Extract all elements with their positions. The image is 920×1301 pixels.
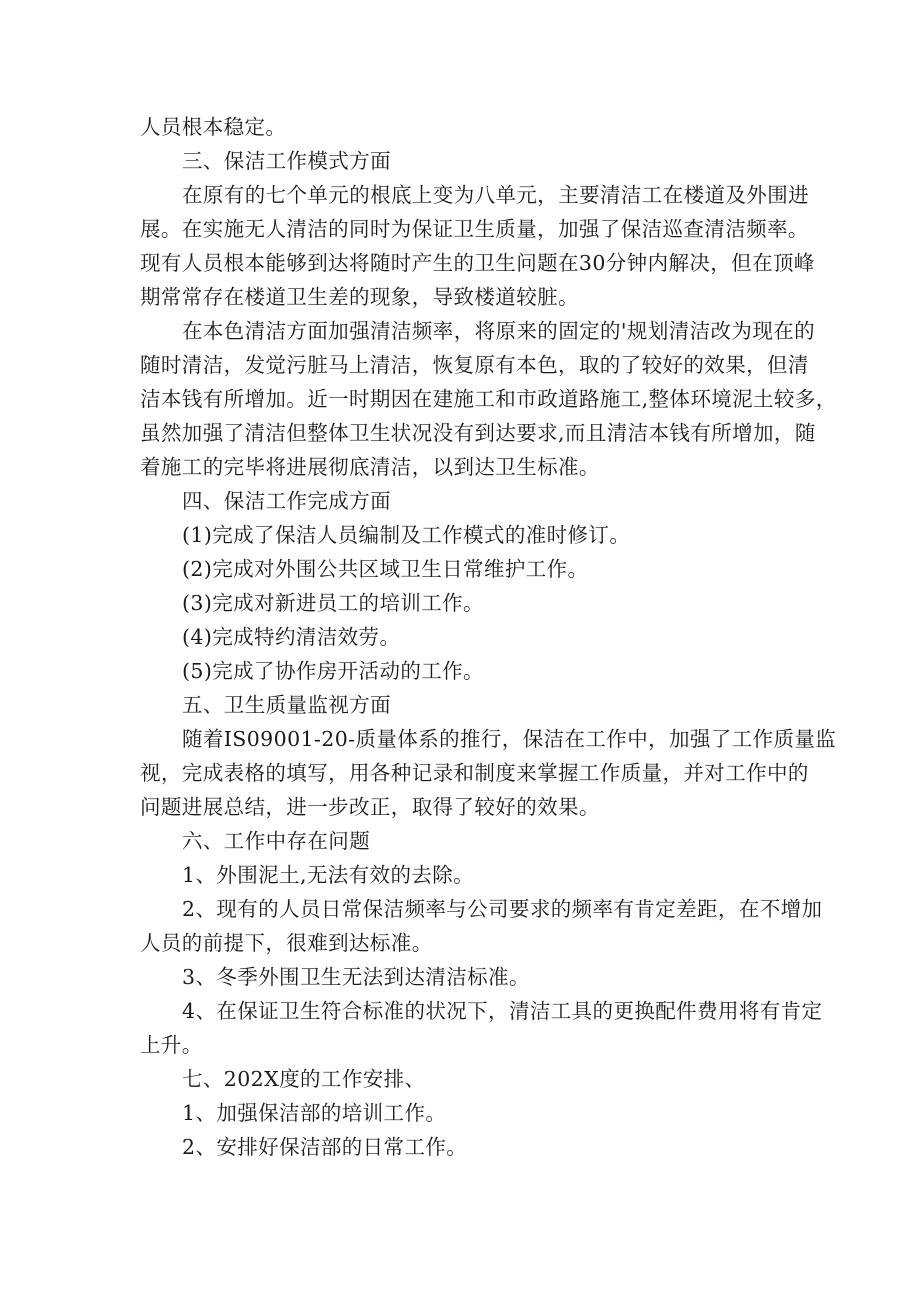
list-item: 1、加强保洁部的培训工作。	[182, 1101, 447, 1125]
paragraph-line: 期常常存在楼道卫生差的现象，导致楼道较脏。	[140, 285, 579, 309]
paragraph-line: 人员的前提下，很难到达标准。	[140, 931, 433, 955]
list-item: 1、外围泥土,无法有效的去除。	[182, 863, 475, 887]
list-item: (3)完成对新进员工的培训工作。	[182, 591, 484, 615]
paragraph-line: 人员根本稳定。	[140, 115, 287, 139]
section-heading-7: 七、202X度的工作安排、	[182, 1067, 426, 1091]
paragraph-line: 视，完成表格的填写，用各种记录和制度来掌握工作质量，并对工作中的	[140, 761, 809, 785]
list-item: (4)完成特约清洁效劳。	[182, 625, 401, 649]
list-item: 4、在保证卫生符合标准的状况下，清洁工具的更换配件费用将有肯定	[182, 999, 823, 1023]
document-body	[140, 110, 837, 1164]
paragraph-line: 上升。	[140, 1033, 203, 1057]
paragraph-line: 在原有的七个单元的根底上变为八单元，主要清洁工在楼道及外围进	[182, 183, 809, 207]
section-heading-5: 五、卫生质量监视方面	[182, 693, 391, 717]
paragraph-line: 随着IS09001-20-质量体系的推行，保洁在工作中，加强了工作质量监	[182, 727, 837, 751]
list-item: 3、冬季外围卫生无法到达清洁标准。	[182, 965, 530, 989]
paragraph-line: 现有人员根本能够到达将随时产生的卫生问题在30分钟内解决，但在顶峰	[140, 251, 815, 275]
section-heading-4: 四、保洁工作完成方面	[182, 489, 391, 513]
list-item: (2)完成对外围公共区域卫生日常维护工作。	[182, 557, 589, 581]
paragraph-line: 洁本钱有所增加。近一时期因在建施工和市政道路施工,整体环境泥土较多，	[140, 387, 837, 411]
section-heading-6: 六、工作中存在问题	[182, 829, 371, 853]
paragraph-line: 问题进展总结，进一步改正，取得了较好的效果。	[140, 795, 600, 819]
list-item: (1)完成了保洁人员编制及工作模式的准时修订。	[182, 523, 631, 547]
list-item: 2、安排好保洁部的日常工作。	[182, 1135, 468, 1159]
paragraph-line: 随时清洁，发觉污脏马上清洁，恢复原有本色，取的了较好的效果，但清	[140, 353, 809, 377]
list-item: (5)完成了协作房开活动的工作。	[182, 659, 484, 683]
paragraph-line: 在本色清洁方面加强清洁频率，将原来的固定的'规划清洁改为现在的	[182, 319, 816, 343]
section-heading-3: 三、保洁工作模式方面	[182, 149, 391, 173]
paragraph-line: 着施工的完毕将进展彻底清洁，以到达卫生标准。	[140, 455, 600, 479]
paragraph-line: 展。在实施无人清洁的同时为保证卫生质量，加强了保洁巡查清洁频率。	[140, 217, 809, 241]
list-item: 2、现有的人员日常保洁频率与公司要求的频率有肯定差距，在不增加	[182, 897, 823, 921]
paragraph-line: 虽然加强了清洁但整体卫生状况没有到达要求,而且清洁本钱有所增加，随	[140, 421, 816, 445]
